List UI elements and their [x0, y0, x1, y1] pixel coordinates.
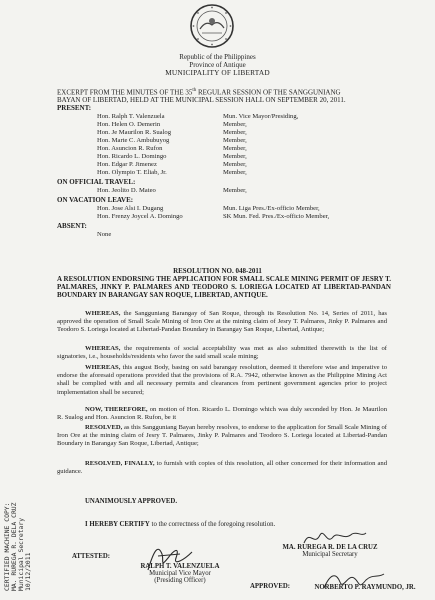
- paragraph-lead: RESOLVED,: [85, 424, 123, 431]
- paragraph-lead: WHEREAS,: [85, 310, 121, 317]
- member-name: Hon. Helen O. Demerin: [97, 121, 161, 128]
- certification-line: [85, 521, 275, 528]
- resolution-title: A RESOLUTION ENDORSING THE APPLICATION FOR SMALL SCALE MINING PERMIT OF JESRY T. PALMARES, JINKY P. PALMARES AND TEODORO S. LORIEGA LOCATED AT LIBERTAD-PANDAN BOUNDARY IN BARANGAY SAN ROQUE, LIBERTAD, ANTIQUE.: [57, 275, 391, 299]
- resolved-finally-paragraph: [57, 460, 387, 476]
- paragraph-lead: WHEREAS,: [85, 345, 121, 352]
- member-name: Hon. Edgar P. Jimenez: [97, 161, 157, 168]
- member-position: Member,: [223, 169, 247, 176]
- member-name: Hon. Asuncion R. Rufon: [97, 145, 163, 152]
- present-label: PRESENT:: [57, 104, 92, 112]
- secretary-name: MA. RUREGA R. DE LA CRUZ: [282, 544, 378, 551]
- secretary-position: Municipal Secretary: [302, 551, 358, 558]
- vice-mayor-name: RALPH T. VALENZUELA: [140, 563, 220, 570]
- member-name: Hon. Frenzy Joycel A. Domingo: [97, 213, 183, 220]
- stamp-line: CERTIFIED MACHINE COPY:: [3, 502, 11, 591]
- paragraph-text: the requirements of social acceptability was met as also submitted therewith is the list of signatories, i.e., households/residents who favor the said small scale mining;: [57, 345, 387, 361]
- member-name: Hon. Ralph T. Valenzuela: [97, 113, 165, 120]
- member-position: SK Mun. Fed. Pres./Ex-officio Member,: [223, 213, 330, 220]
- member-name: Hon. Marte C. Ambubuyog: [97, 137, 170, 144]
- paragraph-lead: NOW, THEREFORE,: [85, 406, 148, 413]
- travel-label: ON OFFICIAL TRAVEL:: [57, 178, 136, 186]
- resolved-paragraph: [57, 424, 387, 449]
- paragraph-lead: RESOLVED, FINALLY,: [85, 460, 155, 467]
- absent-label: ABSENT:: [57, 222, 87, 230]
- whereas-paragraph-3: [57, 364, 387, 397]
- certify-text: to the correctness of the foregoing resolution.: [149, 521, 276, 528]
- attested-label: ATTESTED:: [72, 553, 111, 560]
- member-name: Hon. Ricardo L. Domingo: [97, 153, 167, 160]
- excerpt-line2: BAYAN OF LIBERTAD, HELD AT THE MUNICIPAL SESSION HALL ON SEPTEMBER 20, 2011.: [57, 96, 346, 105]
- municipal-seal-icon: [189, 3, 235, 49]
- excerpt-ordinal: th: [192, 88, 197, 93]
- member-position: Mun. Liga Pres./Ex-officio Member,: [223, 205, 320, 212]
- certified-copy-stamp: [4, 451, 48, 591]
- whereas-paragraph-1: [57, 310, 387, 335]
- paragraph-text: this august Body, basing on said barangay resolution, deemed it therefore wise and imperative to endorse the aforesaid operations provided that the provisions of R.A. 7942, otherwise known as the Philippine Mining Act shall be complied with and all necessary permits and clearances from pertinent government agencies prior to project implementation shall be secured;: [57, 364, 387, 396]
- header-municipality: MUNICIPALITY OF LIBERTAD: [165, 68, 270, 77]
- member-position: Member,: [223, 161, 247, 168]
- minutes-excerpt: [57, 87, 387, 104]
- excerpt-line1-post: REGULAR SESSION OF THE SANGGUNIANG: [196, 88, 341, 97]
- header-province: Province of Antique: [189, 61, 246, 69]
- member-position: Member,: [223, 121, 247, 128]
- paragraph-text: the Sangguniang Barangay of San Roque, through its Resolution No. 14, Series of 2011, has approved the operation of Small Scale Mining of Iron Ore at the mining claim of Jesry T. Palmares, Jinky P. Palmares and Teodoro S. Loriega located at Libertad-Pandan Boundary in Barangay San Roque, Libertad, Antique;: [57, 310, 387, 334]
- member-name: Hon. Jeolito D. Mateo: [97, 187, 156, 194]
- stamp-text: [4, 451, 48, 591]
- absent-value: None: [97, 231, 112, 238]
- member-name: Hon. Je Maurilon R. Sualog: [97, 129, 171, 136]
- excerpt-line1-pre: EXCERPT FROM THE MINUTES OF THE 35: [57, 88, 193, 97]
- approved-label: APPROVED:: [250, 583, 291, 590]
- vice-mayor-position: Municipal Vice Mayor: [149, 570, 211, 577]
- vice-mayor-role: (Presiding Officer): [154, 577, 206, 584]
- resolution-number: RESOLUTION NO. 048-2011: [173, 267, 262, 275]
- member-position: Mun. Vice Mayor/Presiding,: [223, 113, 299, 120]
- member-position: Member,: [223, 129, 247, 136]
- leave-label: ON VACATION LEAVE:: [57, 196, 134, 204]
- header-country: Republic of the Philippines: [179, 53, 256, 61]
- member-name: Hon. Jose Alsi I. Dugang: [97, 205, 164, 212]
- paragraph-lead: WHEREAS,: [85, 364, 121, 371]
- stamp-line: MA. RUREGA R. DELA CRUZ: [10, 502, 18, 591]
- member-position: Member,: [223, 145, 247, 152]
- member-position: Member,: [223, 137, 247, 144]
- certify-lead: I HEREBY CERTIFY: [85, 521, 150, 528]
- whereas-paragraph-2: [57, 345, 387, 361]
- member-position: Member,: [223, 153, 247, 160]
- member-name: Hon. Olympio T. Eliab, Jr.: [97, 169, 167, 176]
- stamp-line: 10/12/2011: [24, 552, 32, 591]
- mayor-name: NORBERTO P. RAYMUNDO, JR.: [314, 584, 416, 591]
- paragraph-text: on motion of Hon. Ricardo L. Domingo which was duly seconded by Hon. Je Maurilon R. Sualog and Hon. Asuncion R. Rufon, be it: [57, 406, 388, 422]
- unanimously-approved: UNANIMOUSLY APPROVED.: [85, 498, 178, 505]
- paragraph-text: as this Sangguniang Bayan hereby resolves, to endorse to the application for Small Scale Mining of Iron Ore at the mining claim of Jesry T. Palmares, Jinky P. Palmares and Teodoro S. Loriega located at Libertad-Pandan Boundary in Barangay San Roque, Libertad, Antique;: [57, 424, 387, 448]
- now-therefore-paragraph: [57, 406, 387, 422]
- paragraph-text: to furnish with copies of this resolution, all other concerned for their information and guidance.: [57, 460, 387, 476]
- stamp-line: Municipal Secretary: [17, 517, 25, 591]
- member-position: Member,: [223, 187, 247, 194]
